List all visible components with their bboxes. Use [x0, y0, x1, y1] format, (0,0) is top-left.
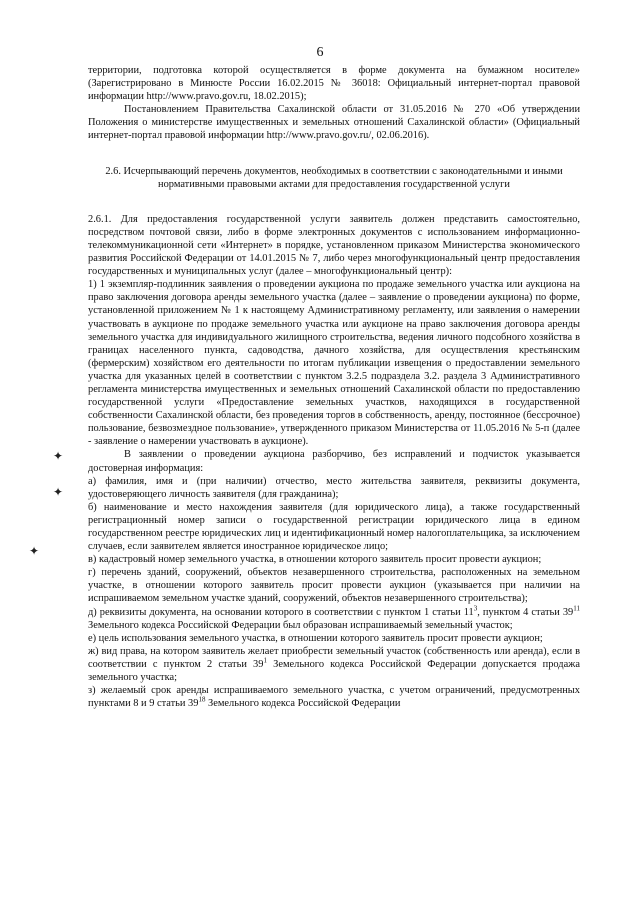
list-item-b: б) наименование и место нахождения заявителя (для юридического лица), а также государственный регистрационный номер записи о государственной регистрации юридического лица в едином государственном реестре юридических лиц и идентификационный номер налогоплательщика, за исключением случаев, если заявителем является иностранное юридическое лицо;	[88, 501, 580, 553]
list-item-v: в) кадастровый номер земельного участка, в отношении которого заявитель просит провести аукцион;	[88, 554, 542, 566]
page-number: 6	[316, 45, 324, 60]
list-item-e: е) цель использования земельного участка, в отношении которого заявитель просит провести аукцион;	[88, 632, 543, 644]
paragraph-order-reference: территории, подготовка которой осуществляется в форме документа на бумажном носителе» (Зарегистрировано в Минюсте России 16.02.2015 № 36018: Официальный интернет-портал правовой информации http://www.pravo.gov.ru, 18.02.2015);	[88, 65, 580, 103]
paragraph-2-6-1: 2.6.1. Для предоставления государственной услуги заявитель должен представить самостоятельно, посредством почтовой связи, либо в форме электронных документов с использованием информационно-телекоммуникационной сети «Интернет» в порядке, установленном приказом Министерства экономического развития Российской Федерации от 14.01.2015 № 7, либо через многофункциональный центр предоставления государственных и муниципальных услуг (далее – многофункциональный центр):	[88, 213, 580, 278]
margin-mark-2: ✦	[53, 485, 64, 499]
paragraph-application-info: В заявлении о проведении аукциона разборчиво, без исправлений и подчисток указывается достоверная информация:	[88, 449, 580, 474]
margin-mark-3: ✦	[29, 544, 40, 558]
list-item-d: д) реквизиты документа, на основании которого в соответствии с пунктом 1 статьи $11^3$, пунктом 4 статьи $39^{11}$ Земельного кодекса Российской Федерации был образован испрашиваемый земельный участок;	[88, 604, 580, 631]
margin-mark-1: ✦	[53, 449, 64, 463]
list-item-z: з) желаемый срок аренды испрашиваемого земельного участка, с учетом ограничений, предусмотренных пунктами 8 и 9 статьи $39^{18}$ Земельного кодекса Российской Федерации	[88, 685, 580, 710]
paragraph-item-1: 1) 1 экземпляр-подлинник заявления о проведении аукциона по продаже земельного участка или аукциона на право заключения договора аренды земельного участка (далее – заявление о проведении аукциона) по форме, установленной приложением № 1 к настоящему Административному регламенту, или заявления о намерении участвовать в аукционе по продаже земельного участка или аукционе на право заключения договора аренды земельного участка для индивидуального жилищного строительства, ведения личного подсобного хозяйства в границах населенного пункта, садоводства, дачного хозяйства, для осуществления крестьянским (фермерским) хозяйством его деятельности по итогам публикации извещения о предоставлении земельного участка для указанных целей в соответствии с пунктом 3.2.5 подраздела 3.2. раздела 3 Административного регламента министерства имущественных и земельных отношений Сахалинской области по предоставлению государственной услуги «Предоставление земельных участков, находящихся в государственной собственности Сахалинской области, без проведения торгов в собственность, аренду, постоянное (бессрочное) пользование, безвозмездное пользование», утвержденного приказом Министерства от 11.05.2016 № 5-п (далее - заявление о намерении участвовать в аукционе).	[88, 279, 580, 448]
list-item-g: г) перечень зданий, сооружений, объектов незавершенного строительства, расположенных на земельном участке, в отношении которого заявитель просит провести аукцион (указывается при наличии на испрашиваемом земельном участке зданий, сооружений, объектов незавершенного строительства);	[88, 567, 580, 605]
list-item-zh: ж) вид права, на котором заявитель желает приобрести земельный участок (собственность или аренда), если в соответствии с пунктом 2 статьи $39^1$ Земельного кодекса Российской Федерации допускается продажа земельного участка;	[88, 645, 580, 684]
section-heading: 2.6. Исчерпывающий перечень документов, необходимых в соответствии с законодательными и иными нормативными правовыми актами для предоставления государственной услуги	[105, 165, 563, 190]
document-body	[88, 64, 580, 710]
list-item-a: а) фамилия, имя и (при наличии) отчество, место жительства заявителя, реквизиты документа, удостоверяющего личность заявителя (для гражданина);	[88, 475, 580, 500]
paragraph-government-resolution: Постановлением Правительства Сахалинской области от 31.05.2016 № 270 «Об утверждении Положения о министерстве имущественных и земельных отношений Сахалинской области» (Официальный интернет-портал правовой информации http://www.pravo.gov.ru/, 02.06.2016).	[88, 104, 580, 142]
